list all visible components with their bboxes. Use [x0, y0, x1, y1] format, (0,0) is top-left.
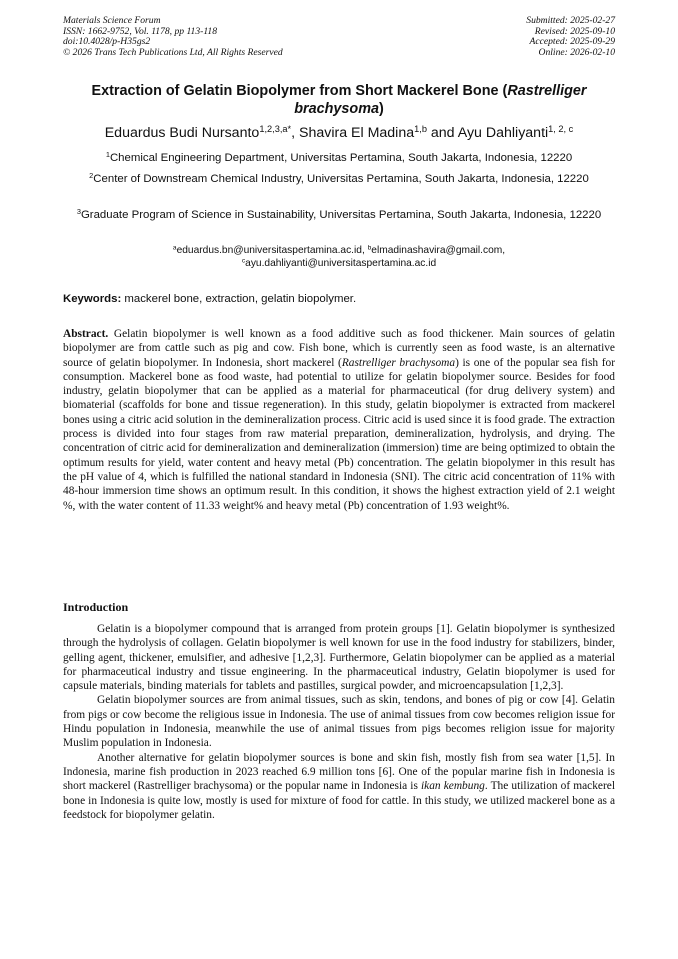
author-emails: $^a$eduardus.bn@universitaspertamina.ac.id, $^b$elmadinashavira@gmail.com, $^c$ayu.dahliyanti@universitaspertamina.ac.id — [172, 244, 506, 269]
paper-title: Extraction of Gelatin Biopolymer from Short Mackerel Bone (Rastrelliger brachysoma) — [91, 83, 587, 117]
affiliation: $^2$Center of Downstream Chemical Industry, Universitas Pertamina, South Jakarta, Indonesia, 12220 — [89, 170, 589, 185]
paragraph: Gelatin biopolymer sources are from animal tissues, such as skin, tendons, and bones of pig or cow [4]. Gelatin from pigs or cow become the religious issue in Indonesia. The use of animal tissues from cow becomes religion issue for Hindu population in Indonesia, meanwhile the use of animal tissues from pigs becomes religion issue for majority Muslim population in Indonesia. — [63, 694, 615, 750]
author-list: Eduardus Budi Nursanto$^{1,2,3,a*}$, Shavira El Madina$^{1,b}$ and Ayu Dahliyanti$^{1, 2, c}$ — [104, 123, 574, 141]
author-name: Ayu Dahliyanti — [457, 125, 549, 141]
journal-name: Materials Science Forum — [63, 15, 161, 26]
date-accepted: Accepted: 2025-09-29 — [529, 36, 615, 48]
abstract: Abstract. Gelatin biopolymer is well known as a food additive such as food thickener. Main sources of gelatin biopolymer are from cattle such as pig and cow. Fish bone, which is currently seen as food waste, is an alternative source of gelatin biopolymer. In Indonesia, short mackerel (Rastrelliger brachysoma) is one of the popular sea fish for consumption. Mackerel bone as food waste, had potential to utilize for gelatin biopolymer source. Besides for food industry, gelatin biopolymer that can be applied as a material for pharmaceutical (for drug delivery system) and biomaterial (scaffolds for bone and tissue regeneration). In this study, gelatin biopolymer is extracted from mackerel bones using a citric acid solution in the demineralization process. Citric acid is used since it is food grade. The extraction process is divided into four stages from raw material preparation, demineralization, hydrolysis, and drying. The concentration of citric acid for demineralization and demineralization (immersion) time are being optimized to obtain the optimum results for yield, water content and heavy metal (Pb) concentration. The gelatin biopolymer in this result has the pH value of 4, which is fulfilled the national standard in Indonesia (SNI). The citric acid concentration of 11% with 48-hour immersion time shows an optimum result. In this condition, it shows the highest extraction yield of 2.1 weight %, with the water content of 11.33 weight% and heavy metal (Pb) concentration of 1.93 weight%. — [63, 328, 615, 512]
introduction-heading: Introduction — [63, 600, 129, 614]
date-revised: Revised: 2025-09-10 — [534, 25, 615, 37]
email-link[interactable]: elmadinashavira@gmail.com — [371, 245, 503, 256]
paragraph: Gelatin is a biopolymer compound that is arranged from protein groups [1]. Gelatin biopolymer is synthesized through the hydrolysis of collagen. Gelatin biopolymer is well known for use in the food industry for stabilizers, binder, gelling agent, thickener, emulsifier, and adhesive [1,2,3]. Furthermore, Gelatin biopolymer can be applied as a material for pharmaceutical industry and tissue engineering. In the pharmaceutical industry, Gelatin biopolymer is used for capsule materials, binding materials for tablets and pastilles, surgical powder, and microencapsulation [1,2,3]. — [63, 623, 615, 693]
keywords — [63, 292, 615, 306]
title-species: Rastrelliger brachysoma — [294, 83, 587, 117]
abstract-label: Abstract. — [63, 328, 109, 340]
keywords-text: mackerel bone, extraction, gelatin biopolymer. — [124, 293, 357, 305]
journal-copyright: © 2026 Trans Tech Publications Ltd, All Rights Reserved — [63, 46, 283, 58]
journal-issn: ISSN: 1662-9752, Vol. 1178, pp 113-118 — [63, 25, 218, 37]
keywords-label: Keywords: — [63, 293, 122, 305]
email-link[interactable]: ayu.dahliyanti@universitaspertamina.ac.id — [245, 258, 437, 269]
affiliation: $^3$Graduate Program of Science in Sustainability, Universitas Pertamina, South Jakarta, Indonesia, 12220 — [76, 206, 602, 221]
introduction-body — [63, 622, 615, 822]
journal-doi: doi:10.4028/p-H35gs2 — [63, 36, 151, 48]
date-online: Online: 2026-02-10 — [538, 46, 615, 58]
email-link[interactable]: eduardus.bn@universitaspertamina.ac.id — [176, 245, 362, 256]
article-dates — [526, 16, 615, 58]
paragraph: Another alternative for gelatin biopolymer sources is bone and skin fish, mostly fish from sea water [1,5]. In Indonesia, marine fish production in 2023 reached 6.9 million tons [6]. One of the popular marine fish in Indonesia is short mackerel (Rastrelliger brachysoma) or the popular name in Indonesia is ikan kembung. The utilization of mackerel bone in Indonesia is quite low, mostly is used for mixture of food for cattle. In this study, we utilized mackerel bone as a feedstock for biopolymer gelatin. — [63, 751, 616, 821]
author-name: Eduardus Budi Nursanto — [104, 125, 260, 141]
author-name: Shavira El Madina — [298, 125, 415, 141]
journal-info — [63, 16, 283, 58]
date-submitted: Submitted: 2025-02-27 — [526, 15, 615, 26]
affiliation: $^1$Chemical Engineering Department, Universitas Pertamina, South Jakarta, Indonesia, 12220 — [105, 149, 573, 164]
